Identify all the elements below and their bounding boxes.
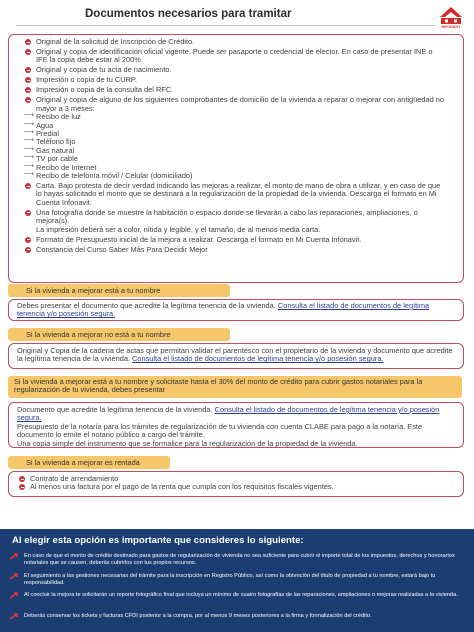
list-item: [25, 76, 445, 84]
section-box-own: [8, 299, 464, 321]
item-text: Contrato de arrendamiento: [30, 474, 119, 483]
consideration-text: Deberás conservar los tickets y facturas CFDI posterior a la compra, por al menos 9 meses posteriores a la firma y formalización del crédito.: [24, 613, 372, 619]
item-text: Formato de Presupuesto inicial de la mejora a realizar. Descarga el formato en Mi Cuenta Infonavit.: [36, 234, 362, 244]
list-item: [25, 113, 445, 121]
item-text: Original y copia de identificación oficial vigente. Puede ser pasaporte o credencial de elector. En caso de presentar INE o IFE la copia debe estar al 200%: [36, 47, 433, 65]
item-text: Impresión o copia de la consulta del RFC.: [36, 85, 174, 95]
section-box-notarial: [8, 402, 464, 448]
item-text: La impresión deberá ser a color, nítida y legible, y el tamaño, de al menos media carta.: [36, 224, 321, 234]
section-extra: Presupuesto de la notaría para los trámites de regularización de tu vivienda con cuenta CLABE para pago a la notaría. Este documento lo emite el notario público a cargo del trámite.: [17, 421, 423, 440]
item-text: Recibo de Internet: [36, 162, 97, 172]
item-text: Original de la solicitud de Inscripción de Crédito.: [36, 37, 195, 46]
section-text: [17, 302, 453, 319]
item-text: Carta. Bajo protesta de decir verdad indicando las mejoras a realizar, el monto de mano de obra a utilizar, y en caso de que lo hayas solicitado el monto que se destinará a la regularización de la propiedad de la vivienda. Descarga el formato en Mi Cuenta Infonavit.: [36, 181, 441, 207]
item-text: Agua: [36, 120, 54, 130]
arrow-icon: ⟶: [24, 129, 35, 137]
bullet-icon: [19, 476, 25, 482]
red-arrow-icon: [10, 553, 19, 560]
consideration-item: [24, 613, 464, 620]
arrow-icon: ⟶: [24, 162, 35, 170]
svg-text:INFONAVIT: INFONAVIT: [441, 25, 461, 29]
considerations-title: Al elegir esta opción es importante que consideres lo siguiente:: [12, 535, 304, 546]
item-text: Recibo de telefonía móvil / Celular (domiciliado): [36, 171, 193, 181]
section-text: [17, 347, 453, 364]
arrow-icon: ⟶: [24, 120, 35, 128]
bullet-icon: [25, 49, 31, 55]
item-text: Original y copia de alguno de los siguientes comprobantes de domicilio de la vivienda a reparar o mejorar con antigüedad no mayor a 3 meses:: [36, 95, 444, 113]
list-item: [25, 246, 445, 254]
section-label-text: Si la vivienda a mejorar no está a tu nombre: [26, 330, 171, 339]
consideration-text: Al concluir la mejora te solicitarán un reporte fotográfico final que incluya un mínimo de cuatro fotografías de las reparaciones, ampliaciones o mejoras realizadas a la vivienda.: [24, 592, 458, 598]
bullet-icon: [25, 247, 31, 253]
list-item: [25, 209, 445, 226]
arrow-icon: ⟶: [24, 154, 35, 162]
section-body: Original y Copia de la cadena de actas que permitan validar el parentesco con el propietario de la vivienda y documento que acredite la legítima tenencia de la vivienda.: [17, 346, 453, 364]
list-item: [25, 226, 445, 234]
section-box-not-own: [8, 343, 464, 369]
section-body: Debes presentar el documento que acredite la legítima tenencia de la vivienda.: [17, 301, 276, 310]
list-item: [25, 38, 445, 46]
infonavit-logo: [436, 3, 466, 29]
bullet-icon: [25, 237, 31, 243]
section-extra-2: Una copia simple del instrumento que se formalice para la regularización de la propiedad de la vivienda.: [17, 438, 358, 448]
section-label-text: Si la vivienda a mejorar es rentada: [26, 458, 140, 467]
arrow-icon: ⟶: [24, 145, 35, 153]
consideration-text: El seguimiento a las gestiones necesarias del trámite para la inscripción en Registro Público, así como la obtención del título de propiedad a tu nombre, estará bajo tu responsabilidad.: [24, 573, 436, 586]
section-box-rented: [8, 471, 464, 497]
tenencia-link[interactable]: Consulta el listado de documentos de legítima tenencia y/o posesión segura.: [17, 301, 430, 319]
list-item: [25, 86, 445, 94]
section-label-rented: [8, 456, 170, 469]
section-label-notarial: [8, 376, 462, 398]
page-header: [0, 0, 474, 32]
header-divider: [16, 25, 436, 26]
bullet-icon: [25, 210, 31, 216]
list-item: [25, 122, 445, 130]
list-item: [25, 96, 445, 113]
red-arrow-icon: [10, 592, 19, 599]
red-arrow-icon: [10, 613, 19, 620]
consideration-item: [24, 592, 464, 599]
section-body: Documento que acredite la legítima tenencia de la vivienda.: [17, 405, 213, 414]
consideration-item: [24, 573, 464, 586]
item-text: Al menos una factura por el pago de la renta que cumpla con los requisitos fiscales vigentes.: [30, 482, 334, 492]
arrow-icon: ⟶: [24, 137, 35, 145]
section-label-text: Si la vivienda a mejorar está a tu nombre: [26, 286, 161, 295]
section-text: [17, 406, 453, 448]
list-item: [19, 483, 455, 491]
arrow-icon: ⟶: [24, 112, 35, 120]
tenencia-link[interactable]: Consulta el listado de documentos de legítima tenencia y/o posesión segura.: [132, 354, 384, 364]
item-text: Recibo de luz: [36, 112, 81, 122]
item-text: Una fotografía donde se muestre la habitación o espacio donde se llevarán a cabo las reparaciones, ampliaciones, o mejora(s).: [36, 207, 418, 226]
consideration-item: [24, 553, 464, 566]
requirements-box: [8, 34, 464, 283]
bullet-icon: [25, 39, 31, 45]
list-item: [25, 48, 445, 65]
tenencia-link[interactable]: Consulta el listado de documentos de legítima tenencia y/o posesión segura.: [17, 405, 440, 423]
list-item: [25, 172, 445, 180]
list-item: [25, 138, 445, 146]
list-item: [25, 130, 445, 138]
list-item: [25, 147, 445, 155]
item-text: TV por cable: [36, 154, 78, 164]
considerations-panel: [0, 529, 474, 632]
section-label-not-own: [8, 328, 230, 341]
list-item: [25, 236, 445, 244]
section-label-own: [8, 284, 230, 297]
item-text: Impresión o copia de tu CURP.: [36, 75, 137, 85]
item-text: Original y copia de tu acta de nacimiento.: [36, 65, 172, 75]
item-text: Gas natural: [36, 145, 75, 155]
page-title: Documentos necesarios para tramitar: [85, 8, 292, 20]
list-item: [25, 66, 445, 74]
section-label-text: Si la vivienda a mejorar está a tu nombre y solicitaste hasta el 30% del monto de crédito para cubrir gastos notariales para la regularización de tu vivienda, debes presentar: [14, 377, 423, 395]
item-text: Predial: [36, 129, 60, 139]
list-item: [25, 182, 445, 207]
consideration-text: En caso de que el monto de crédito destinado para gastos de regularización de vivienda no sea suficiente para cubrir el importe total de los impuestos, derechos y honorarios notariales que se causen, deberás cubrirlos con tus propios recursos.: [24, 553, 455, 566]
item-text: Teléfono fijo: [36, 137, 76, 147]
arrow-icon: ⟶: [24, 171, 35, 179]
red-arrow-icon: [10, 573, 19, 580]
item-text: Constancia del Curso Saber Más Para Decidir Mejor: [36, 244, 208, 254]
